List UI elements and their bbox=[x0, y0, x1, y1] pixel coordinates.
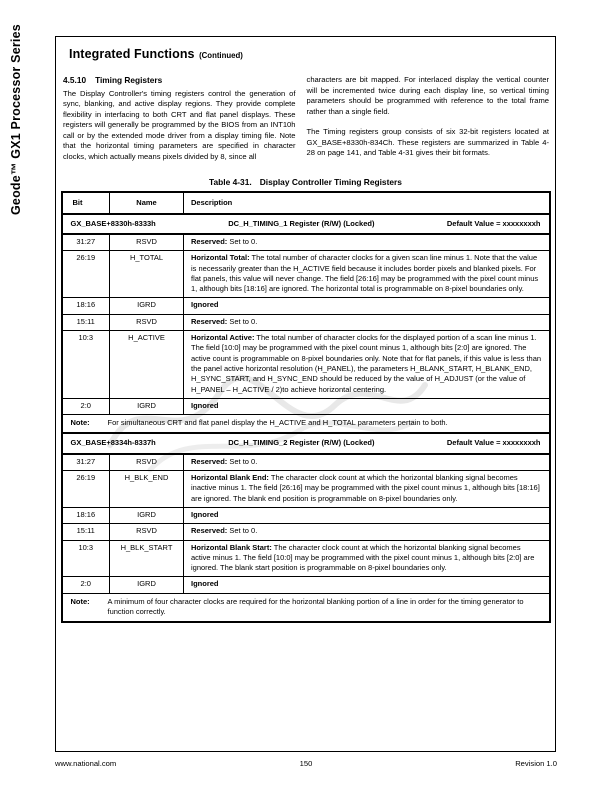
bit-cell: 15:11 bbox=[62, 314, 110, 330]
name-cell: H_BLK_START bbox=[110, 540, 184, 577]
timing-registers-table bbox=[61, 191, 551, 623]
table-row bbox=[62, 471, 550, 508]
description-text: Set to 0. bbox=[227, 236, 258, 246]
bit-cell: 2:0 bbox=[62, 577, 110, 593]
name-cell: H_BLK_END bbox=[110, 471, 184, 508]
page-title-continued: (Continued) bbox=[199, 51, 243, 60]
description-text: The character clock count at which the horizontal blanking signal becomes inactive minus 1. The field [26:16] may be programmed with the pixel count minus 1, although bits [18:16] are ignored. The blank end position is programmable on 8-pixel boundaries only. bbox=[191, 473, 540, 503]
description-lead: Horizontal Active: bbox=[191, 333, 255, 343]
description-text: Set to 0. bbox=[227, 526, 258, 536]
description-text: The total number of character clocks for a given scan line minus 1. Note that the value is necessarily greater than the H_ACTIVE field because it includes border pixels and blanked pixels. For flat panels, this value will never change. The field [26:16] may be programmed with the pixel count minus 1, although bits [18:16] are ignored. The horizontal total is programmable on 8-pixel boundaries only. bbox=[191, 253, 539, 294]
bit-cell: 26:19 bbox=[62, 251, 110, 298]
table-row bbox=[62, 577, 550, 593]
content-frame bbox=[55, 36, 556, 752]
description-cell bbox=[184, 577, 550, 593]
description-lead: Ignored bbox=[191, 509, 219, 519]
table-row bbox=[62, 331, 550, 399]
sidebar-vertical-title: Geode™ GX1 Processor Series bbox=[9, 24, 23, 215]
table-row bbox=[62, 540, 550, 577]
description-lead: Ignored bbox=[191, 579, 219, 589]
table-title bbox=[56, 177, 555, 187]
table-note-row bbox=[62, 593, 550, 622]
body-paragraph: characters are bit mapped. For interlaced display the vertical counter will be incremented twice during each display line, so vertical timing parameters should be programmed with reference to the total frame rather than a single field. bbox=[306, 75, 549, 116]
name-cell: IGRD bbox=[110, 507, 184, 523]
table-row bbox=[62, 524, 550, 540]
description-lead: Ignored bbox=[191, 300, 219, 310]
body-column-right bbox=[307, 75, 549, 162]
table-row bbox=[62, 507, 550, 523]
column-header-name: Name bbox=[110, 192, 184, 213]
note-label: Note: bbox=[70, 418, 90, 428]
bit-cell: 18:16 bbox=[62, 507, 110, 523]
description-text: Set to 0. bbox=[227, 316, 258, 326]
footer-url: www.national.com bbox=[55, 759, 117, 768]
footer-revision: Revision 1.0 bbox=[515, 759, 557, 768]
table-row bbox=[62, 298, 550, 314]
table-row bbox=[62, 454, 550, 471]
description-cell bbox=[184, 398, 550, 414]
description-lead: Horizontal Total: bbox=[191, 253, 250, 263]
name-cell: RSVD bbox=[110, 234, 184, 251]
name-cell: IGRD bbox=[110, 577, 184, 593]
register-default-value: Default Value = xxxxxxxxh bbox=[446, 218, 541, 228]
register-title: DC_H_TIMING_1 Register (R/W) (Locked) bbox=[228, 218, 375, 228]
name-cell: IGRD bbox=[110, 398, 184, 414]
table-row bbox=[62, 251, 550, 298]
description-lead: Horizontal Blank Start: bbox=[191, 542, 272, 552]
description-lead: Reserved: bbox=[191, 526, 228, 536]
bit-cell: 31:27 bbox=[62, 454, 110, 471]
description-lead: Reserved: bbox=[191, 316, 228, 326]
name-cell: IGRD bbox=[110, 298, 184, 314]
note-text: For simultaneous CRT and flat panel display the H_ACTIVE and H_TOTAL parameters pertain to both. bbox=[107, 418, 448, 428]
description-cell bbox=[184, 454, 550, 471]
register-address: GX_BASE+8334h-8337h bbox=[70, 438, 156, 448]
body-paragraph: The Display Controller's timing registers control the generation of sync, blanking, and active display regions. They provide complete flexibility in interfacing to both CRT and flat panel displays. These registers will generally be programmed by the BIOS from an INT10h call or by the extended mode driver from a display timing file. Note that the horizontal timing parameters are specified in character clocks, which actually means pixels divided by 8, since all bbox=[63, 88, 296, 161]
description-text: The character clock count at which the horizontal blanking signal becomes active minus 1. The field [10:0] may be programmed with the pixel count minus 1, although bits [2:0] are ignored. The blank start position is programmable on 8-pixel boundaries only. bbox=[191, 542, 535, 573]
table-title-text: Display Controller Timing Registers bbox=[259, 177, 402, 188]
description-text: The total number of character clocks for the displayed portion of a scan line minus 1. The field [10:0] may be programmed with the pixel count minus 1, although bits [2:0] are ignored. The active count is programmable on 8-pixel boundaries only. Note that for flat panels, if this value is less than the panel active horizontal resolution (H_PANEL), the parameters H_BLANK_START, H_BLANK_END, H_SYNC_START, and H_SYNC_END should be reduced by the value of H_ADJUST (or the value of H_PANEL – H_ACTIVE / 2)to achieve horizontal centering. bbox=[191, 333, 542, 394]
bit-cell: 2:0 bbox=[62, 398, 110, 414]
bit-cell: 31:27 bbox=[62, 234, 110, 251]
register-address: GX_BASE+8330h-8333h bbox=[70, 218, 156, 228]
bit-cell: 10:3 bbox=[62, 331, 110, 399]
column-header-description: Description bbox=[184, 192, 550, 213]
bit-cell: 26:19 bbox=[62, 471, 110, 508]
name-cell: H_TOTAL bbox=[110, 251, 184, 298]
description-lead: Horizontal Blank End: bbox=[191, 473, 269, 483]
page-title: Integrated Functions bbox=[69, 47, 195, 61]
page-number: 150 bbox=[299, 759, 313, 768]
register-title: DC_H_TIMING_2 Register (R/W) (Locked) bbox=[228, 438, 375, 448]
bit-cell: 15:11 bbox=[62, 524, 110, 540]
description-cell bbox=[184, 298, 550, 314]
note-text: A minimum of four character clocks are required for the horizontal blanking portion of a line in order for the timing generator to function correctly. bbox=[107, 596, 524, 616]
page-heading bbox=[69, 45, 555, 63]
column-header-bit: Bit bbox=[62, 192, 110, 213]
table-number: Table 4-31. bbox=[209, 177, 252, 188]
name-cell: RSVD bbox=[110, 314, 184, 330]
body-columns bbox=[63, 75, 549, 162]
note-label: Note: bbox=[70, 596, 90, 606]
description-cell bbox=[184, 251, 550, 298]
section-number: 4.5.10 bbox=[63, 75, 87, 85]
name-cell: H_ACTIVE bbox=[110, 331, 184, 399]
description-cell bbox=[184, 507, 550, 523]
description-lead: Reserved: bbox=[191, 456, 228, 466]
register-default-value: Default Value = xxxxxxxxh bbox=[446, 438, 541, 448]
description-cell bbox=[184, 234, 550, 251]
section-title: Timing Registers bbox=[95, 75, 163, 85]
description-text: Set to 0. bbox=[227, 456, 258, 466]
table-row bbox=[62, 234, 550, 251]
name-cell: RSVD bbox=[110, 454, 184, 471]
body-column-left bbox=[63, 75, 296, 162]
register-header-row bbox=[62, 214, 550, 234]
table-row bbox=[62, 398, 550, 414]
section-heading bbox=[63, 75, 296, 86]
register-header-row bbox=[62, 433, 550, 453]
description-cell bbox=[184, 540, 550, 577]
page-footer bbox=[55, 759, 557, 768]
description-cell bbox=[184, 331, 550, 399]
body-paragraph: The Timing registers group consists of six 32-bit registers located at GX_BASE+8330h-834Ch. These registers are summarized in Table 4-28 on page 141, and Table 4-31 gives their bit formats. bbox=[306, 127, 549, 158]
description-lead: Reserved: bbox=[191, 236, 228, 246]
description-cell bbox=[184, 314, 550, 330]
bit-cell: 10:3 bbox=[62, 540, 110, 577]
name-cell: RSVD bbox=[110, 524, 184, 540]
description-lead: Ignored bbox=[191, 400, 219, 410]
description-cell bbox=[184, 524, 550, 540]
table-note-row bbox=[62, 415, 550, 434]
table-header-row bbox=[62, 192, 550, 213]
description-cell bbox=[184, 471, 550, 508]
table-row bbox=[62, 314, 550, 330]
bit-cell: 18:16 bbox=[62, 298, 110, 314]
